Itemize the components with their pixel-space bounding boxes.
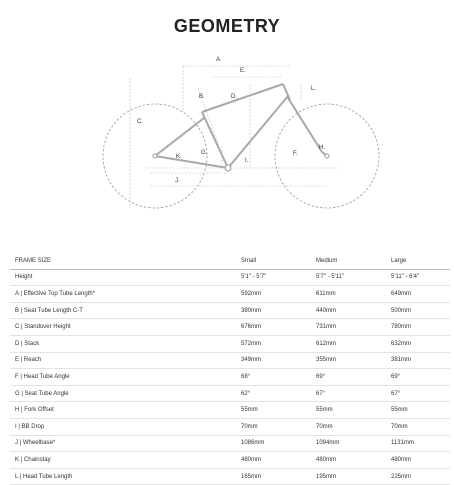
table-row	[10, 385, 450, 402]
cell-small: 1086mm	[236, 435, 311, 452]
label-b: B.	[199, 94, 205, 100]
row-label: C | Standover Height	[10, 319, 236, 336]
table-row	[10, 402, 450, 419]
cell-small: 380mm	[236, 302, 311, 319]
cell-large: 780mm	[386, 319, 450, 336]
table-header-row	[10, 253, 450, 269]
cell-medium: 67°	[311, 385, 386, 402]
row-label: D | Stack	[10, 335, 236, 352]
row-label: I | BB Drop	[10, 418, 236, 435]
row-label: E | Reach	[10, 352, 236, 369]
row-label: F | Head Tube Angle	[10, 369, 236, 386]
cell-medium: 612mm	[311, 335, 386, 352]
cell-small: 572mm	[236, 335, 311, 352]
cell-medium: 55mm	[311, 402, 386, 419]
rear-axle	[153, 154, 157, 158]
row-label: L | Head Tube Length	[10, 468, 236, 485]
label-f: F.	[293, 151, 298, 157]
row-label: Height	[10, 269, 236, 286]
cell-small: 676mm	[236, 319, 311, 336]
cell-small: 55mm	[236, 402, 311, 419]
label-e: E.	[240, 68, 246, 74]
label-l: L.	[311, 86, 317, 92]
table-row	[10, 319, 450, 336]
table-row	[10, 468, 450, 485]
row-label: G | Seat Tube Angle	[10, 385, 236, 402]
cell-small: 70mm	[236, 418, 311, 435]
cell-medium: 355mm	[311, 352, 386, 369]
cell-large: 649mm	[386, 286, 450, 303]
cell-large: 1131mm	[386, 435, 450, 452]
table-row	[10, 269, 450, 286]
row-label: A | Effective Top Tube Length*	[10, 286, 236, 303]
table-row	[10, 352, 450, 369]
header-frame-size: FRAME SIZE	[10, 253, 236, 269]
cell-large: 500mm	[386, 302, 450, 319]
cell-medium: 5'7" - 5'11"	[311, 269, 386, 286]
geometry-table	[10, 253, 450, 485]
table-row	[10, 302, 450, 319]
header-small: Small	[236, 253, 311, 269]
header-medium: Medium	[311, 253, 386, 269]
cell-medium: 731mm	[311, 319, 386, 336]
cell-medium: 195mm	[311, 468, 386, 485]
cell-large: 70mm	[386, 418, 450, 435]
table-row	[10, 369, 450, 386]
table-row	[10, 286, 450, 303]
cell-medium: 440mm	[311, 302, 386, 319]
cell-medium: 69°	[311, 369, 386, 386]
cell-small: 68°	[236, 369, 311, 386]
cell-small: 62°	[236, 385, 311, 402]
label-i: I.	[245, 158, 249, 164]
label-k: K.	[176, 154, 182, 160]
cell-large: 55mm	[386, 402, 450, 419]
cell-medium: 480mm	[311, 452, 386, 469]
row-label: B | Seat Tube Length C-T	[10, 302, 236, 319]
header-large: Large	[386, 253, 450, 269]
label-g: G.	[201, 150, 208, 156]
cell-small: 592mm	[236, 286, 311, 303]
label-j: J.	[175, 178, 180, 184]
cell-large: 69°	[386, 369, 450, 386]
front-axle	[325, 154, 329, 158]
bike-geometry-diagram	[0, 48, 454, 238]
cell-large: 381mm	[386, 352, 450, 369]
table-row	[10, 435, 450, 452]
row-label: K | Chainstay	[10, 452, 236, 469]
cell-medium: 611mm	[311, 286, 386, 303]
cell-small: 480mm	[236, 452, 311, 469]
cell-small: 5'1" - 5'7"	[236, 269, 311, 286]
cell-large: 632mm	[386, 335, 450, 352]
cell-large: 480mm	[386, 452, 450, 469]
cell-medium: 70mm	[311, 418, 386, 435]
row-label: J | Wheelbase*	[10, 435, 236, 452]
label-c: C.	[137, 119, 143, 125]
dimension-lines	[130, 66, 340, 208]
cell-medium: 1094mm	[311, 435, 386, 452]
table-row	[10, 418, 450, 435]
cell-large: 5'11" - 6'4"	[386, 269, 450, 286]
row-label: H | Fork Offset	[10, 402, 236, 419]
label-d: D.	[231, 94, 237, 100]
label-h: H.	[319, 145, 325, 151]
cell-large: 225mm	[386, 468, 450, 485]
label-a: A.	[216, 57, 222, 63]
cell-large: 67°	[386, 385, 450, 402]
cell-small: 349mm	[236, 352, 311, 369]
page-title: GEOMETRY	[173, 16, 281, 36]
table-row	[10, 335, 450, 352]
cell-small: 165mm	[236, 468, 311, 485]
table-row	[10, 452, 450, 469]
